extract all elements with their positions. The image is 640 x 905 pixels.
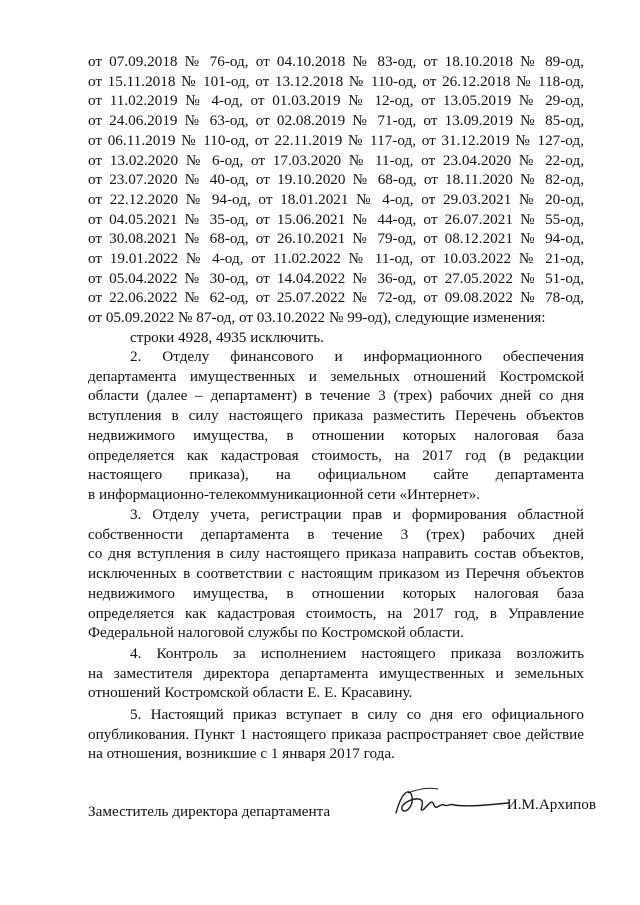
list-line: от 23.07.2020 № 40-од, от 19.10.2020 № 68-од, от 18.11.2020 № 82-од,: [88, 171, 584, 189]
list-line: от 05.04.2022 № 30-од, от 14.04.2022 № 36-од, от 27.05.2022 № 51-од,: [88, 269, 584, 287]
list-line: от 30.08.2021 № 68-од, от 26.10.2021 № 79-од, от 08.12.2021 № 94-од,: [88, 230, 584, 248]
paragraph-3: [88, 505, 584, 643]
list-line: от 06.11.2019 № 110-од, от 22.11.2019 № 117-од, от 31.12.2019 № 127-од,: [88, 131, 584, 149]
paragraph-4: [88, 644, 584, 703]
delete-rows-line: строки 4928, 4935 исключить.: [130, 328, 324, 346]
paragraph-line: недвижимого имущества, в отношении которых налоговая база: [88, 584, 584, 602]
paragraph-line: собственности департамента в течение 3 (трех) рабочих дней: [88, 525, 584, 543]
paragraph-line: в информационно-телекоммуникационной сети «Интернет».: [88, 485, 481, 503]
paragraph-line: 5. Настоящий приказ вступает в силу со дня его официального: [130, 706, 584, 723]
paragraph-5: [88, 705, 584, 764]
paragraph-line: области (далее – департамент) в течение 3 (трех) рабочих дней со дня: [88, 387, 584, 405]
list-line: от 07.09.2018 № 76-од, от 04.10.2018 № 83-од, от 18.10.2018 № 89-од,: [88, 53, 584, 70]
paragraph-line: 3. Отделу учета, регистрации прав и формирования областной: [130, 506, 584, 523]
paragraph-line: опубликования. Пункт 1 настоящего приказа распространяет свое действие: [88, 725, 584, 743]
paragraph-line: со дня вступления в силу настоящего приказа направить состав объектов,: [88, 545, 584, 563]
paragraph-line: на заместителя директора департамента имущественных и земельных: [88, 664, 584, 682]
signature-block: [88, 795, 598, 835]
paragraph-line: настоящего приказа), на официальном сайте департамента: [88, 466, 584, 484]
paragraph-line: вступления в силу настоящего приказа разместить Перечень объектов: [88, 407, 584, 425]
list-line: от 13.02.2020 № 6-од, от 17.03.2020 № 11-од, от 23.04.2020 № 22-од,: [88, 151, 584, 169]
paragraph-2: [88, 347, 584, 505]
paragraph-line: 4. Контроль за исполнением настоящего приказа возложить: [130, 645, 584, 662]
list-line: от 15.11.2018 № 101-од, от 13.12.2018 № 110-од, от 26.12.2018 № 118-од,: [88, 72, 584, 90]
list-line: от 11.02.2019 № 4-од, от 01.03.2019 № 12-од, от 13.05.2019 № 29-од,: [88, 92, 584, 110]
paragraph-line: недвижимого имущества, в отношении которых налоговая база: [88, 426, 584, 444]
list-line: от 19.01.2022 № 4-од, от 11.02.2022 № 11-од, от 10.03.2022 № 21-од,: [88, 250, 584, 268]
paragraph-line: определяется как кадастровая стоимость, на 2017 год, в Управление: [88, 604, 584, 622]
list-line: от 22.12.2020 № 94-од, от 18.01.2021 № 4-од, от 29.03.2021 № 20-од,: [88, 190, 584, 208]
list-line: от 04.05.2021 № 35-од, от 15.06.2021 № 44-од, от 26.07.2021 № 55-од,: [88, 210, 584, 228]
paragraph-line: на отношения, возникшие с 1 января 2017 года.: [88, 745, 395, 763]
signatory-name: И.М.Архипов: [506, 796, 596, 813]
paragraph-line: исключенных в соответствии с настоящим приказом из Перечня объектов: [88, 565, 584, 583]
paragraph-line: Федеральной налоговой службы по Костромской области.: [88, 624, 464, 642]
list-line: от 24.06.2019 № 63-од, от 02.08.2019 № 71-од, от 13.09.2019 № 85-од,: [88, 112, 584, 130]
paragraph-line: отношений Костромской области Е. Е. Красавину.: [88, 684, 413, 702]
paragraph-line: определяется как кадастровая стоимость, на 2017 год (в редакции: [88, 446, 584, 464]
paragraph-line: департамента имущественных и земельных отношений Костромской: [88, 367, 584, 385]
signatory-title: Заместитель директора департамента: [88, 803, 331, 820]
list-line: от 05.09.2022 № 87-од, от 03.10.2022 № 99-од), следующие изменения:: [88, 309, 546, 327]
amendment-list: [88, 52, 584, 348]
paragraph-line: 2. Отделу финансового и информационного обеспечения: [130, 348, 584, 365]
list-line: от 22.06.2022 № 62-од, от 25.07.2022 № 72-од, от 09.08.2022 № 78-од,: [88, 289, 584, 307]
